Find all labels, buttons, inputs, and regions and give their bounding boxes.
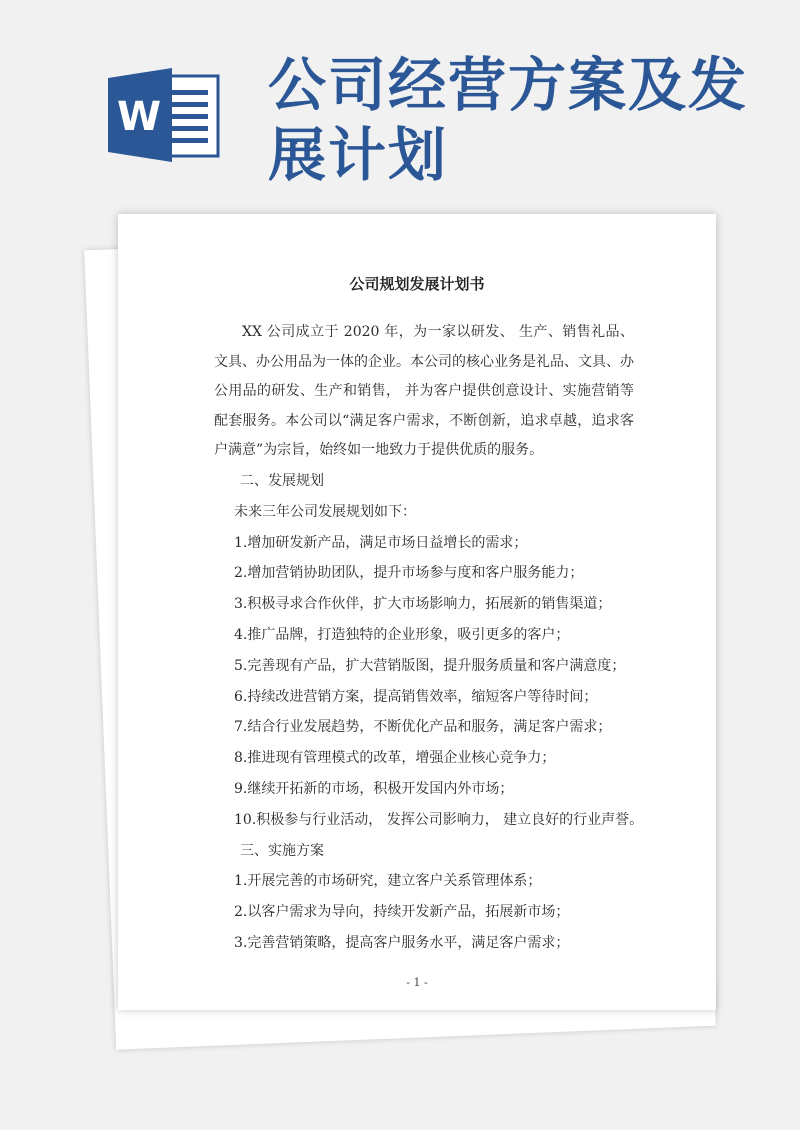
document-page [118,214,716,1010]
list-item: 2.增加营销协助团队，提升市场参与度和客户服务能力； [234,565,584,582]
page-number: - 1 - [406,976,428,989]
section-heading: 二、发展规划 [240,473,324,489]
list-item: 6.持续改进营销方案，提高销售效率，缩短客户等待时间； [234,688,598,705]
intro-paragraph: XX 公司成立于 2020 年，为一家以研发、 生产、销售礼品、 文具、办公用品为一体的企业。本公司的核心业务是礼品、文具、办公用品的研发、生产和销售， 并为客户提供创意设计、实施营销等配套服务。本公司以“满足客户需求，不断创新，追求卓越，追求客户满意”为宗旨，始终如一地致力于提供优质的服务。 [214,324,634,458]
list-item: 3.积极寻求合作伙伴，扩大市场影响力，拓展新的销售渠道； [234,596,612,613]
list-item: 2.以客户需求为导向，持续开发新产品，拓展新市场； [234,904,570,921]
list-item: 8.推进现有管理模式的改革，增强企业核心竞争力； [234,750,556,767]
page-headline: 公司经营方案及发展计划 [268,51,749,189]
section-heading: 三、实施方案 [240,842,324,859]
word-logo-letter: W [116,94,162,140]
document-body [118,466,716,959]
list-item: 1.开展完善的市场研究，建立客户关系管理体系； [234,873,542,890]
list-item: 4.推广品牌，打造独特的企业形象，吸引更多的客户； [234,626,570,643]
list-item: 3.完善营销策略，提高客户服务水平，满足客户需求； [234,934,570,951]
list-item: 5.完善现有产品，扩大营销版图，提升服务质量和客户满意度； [234,657,626,674]
list-item: 7.结合行业发展趋势，不断优化产品和服务，满足客户需求； [234,719,612,736]
list-item: 10.积极参与行业活动， 发挥公司影响力， 建立良好的行业声誉。 [234,811,644,828]
word-document-icon [108,68,220,162]
document-title: 公司规划发展计划书 [349,275,485,293]
list-item: 9.继续开拓新的市场，积极开发国内外市场； [234,780,514,797]
list-item: 1.增加研发新产品，满足市场日益增长的需求； [234,534,528,551]
section-lead: 未来三年公司发展规划如下： [234,503,416,520]
